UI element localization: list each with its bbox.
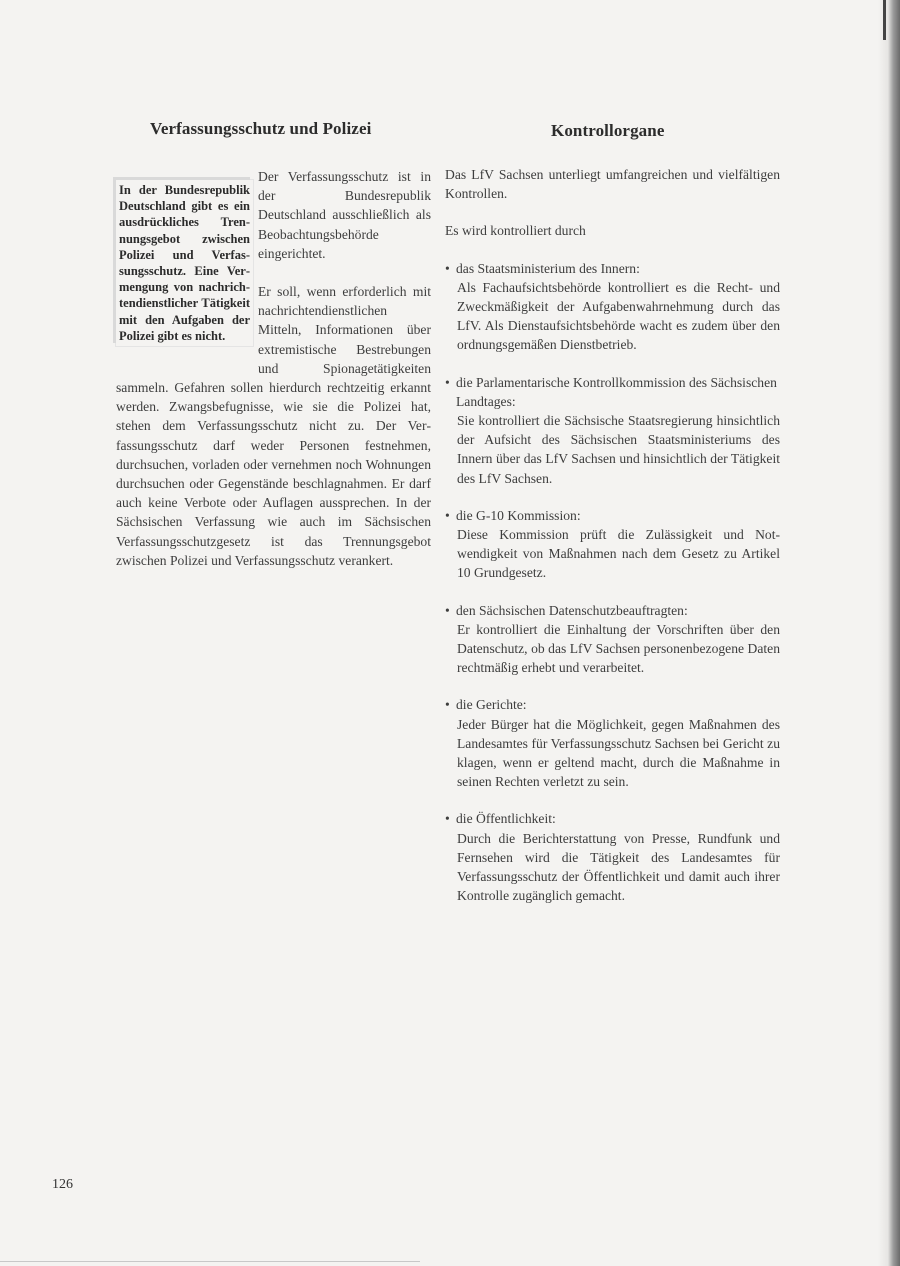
list-item-label: die G-10 Kommission: — [456, 507, 581, 523]
list-item-label: die Öffentlichkeit: — [456, 811, 556, 827]
right-section-heading: Kontrollorgane — [551, 121, 665, 140]
list-item — [445, 373, 780, 411]
page-edge-shadow — [878, 0, 900, 1266]
bottom-rule — [0, 1261, 420, 1262]
list-item-text: Sie kontrolliert die Sächsische Staatsregierung hinsichtlich der Aufsicht des Sächsischen Staatsministeriums des Innern über das LfV Sachsen und hinsichtlich der Tätigkeit des LfV Sachsen. — [457, 413, 780, 486]
list-item — [445, 506, 780, 525]
sidebar-callout: In der Bundesrepublik Deutschland gibt es ein ausdrückliches Trennungsgebot zwischen Polizei und Verfassungsschutz. Eine Vermengung von nachrichtendienstlicher Tätigkeit mit den Aufgaben der Polizei gibt es nicht. — [116, 180, 253, 346]
right-lead: Es wird kontrolliert durch — [445, 223, 586, 239]
list-item — [445, 259, 780, 278]
list-item-text: Diese Kommission prüft die Zulässigkeit und Notwendigkeit von Maßnahmen nach dem Gesetz zu Artikel 10 Grundgesetz. — [457, 527, 780, 581]
bullet-icon: • — [445, 374, 450, 390]
bullet-icon: • — [445, 507, 450, 523]
bullet-icon: • — [445, 697, 450, 713]
right-intro: Das LfV Sachsen unterliegt umfangreichen und vielfältigen Kontrollen. — [445, 167, 780, 202]
list-item-label: die Parlamentarische Kontrollkommission des Sächsischen Landtages: — [456, 374, 777, 409]
list-item-label: die Gerichte: — [456, 697, 527, 713]
list-item-label: den Sächsischen Datenschutzbeauftragten: — [456, 602, 688, 618]
left-paragraph-1: Der Verfassungsschutz ist in der Bundesrepublik Deutschland ausschließlich als Beobachtungsbehörde eingerichtet. — [258, 169, 431, 261]
list-item-text: Als Fachaufsichtsbehörde kontrolliert es die Recht- und Zweckmäßigkeit der Aufgabenwahrnehmung durch das LfV. Als Dienstaufsichtsbehörde wacht es zudem über den ordnungsgemäßen Dienstbetrieb. — [457, 279, 780, 353]
bullet-icon: • — [445, 811, 450, 827]
list-item — [445, 695, 780, 714]
bullet-icon: • — [445, 260, 450, 276]
list-item — [445, 809, 780, 828]
list-item — [445, 601, 780, 620]
page-edge-mark — [883, 0, 886, 40]
left-section-heading: Verfassungsschutz und Polizei — [150, 119, 372, 138]
right-column — [445, 165, 780, 906]
list-item-text: Er kontrolliert die Einhaltung der Vorschriften über den Datenschutz, ob das LfV Sachsen personenbezogene Daten rechtmäßig erhebt und verarbeitet. — [457, 621, 780, 676]
list-item-label: das Staatsministerium des Innern: — [456, 260, 640, 276]
page-number: 126 — [52, 1177, 73, 1192]
left-paragraph-2: Er soll, wenn erforderlich mit nachrichtendienstlichen Mitteln, Informationen über extremistische Bestrebungen und Spionagetätigkeiten sammeln. Gefahren sollen hierdurch rechtzeitig erkannt werden. Zwangsbefugnisse, wie sie die Polizei hat, stehen dem Verfassungsschutz nicht zu. Der Verfassungsschutz darf weder Personen festnehmen, durchsuchen, vorladen oder vernehmen noch Wohnungen durchsuchen oder Gegenstände beschlagnahmen. Er darf auch keine Verbote oder Auflagen aussprechen. In der Sächsischen Verfassung wie auch im Sächsischen Verfassungsschutzgesetz ist das Trennungsgebot zwischen Polizei und Verfassungsschutz verankert. — [116, 284, 431, 568]
list-item-text: Jeder Bürger hat die Möglichkeit, gegen Maßnahmen des Landesamtes für Verfassungsschutz Sachsen bei Gericht zu klagen, wenn er geltend macht, durch die Maßnahme in seinen Rechten verletzt zu sein. — [457, 716, 780, 790]
list-item-text: Durch die Berichterstattung von Presse, Rundfunk und Fernsehen wird die Tätigkeit des Landesamtes für Verfassungsschutz der Öffentlichkeit und damit auch ihrer Kontrolle zugänglich gemacht. — [457, 830, 780, 904]
bullet-icon: • — [445, 602, 450, 618]
